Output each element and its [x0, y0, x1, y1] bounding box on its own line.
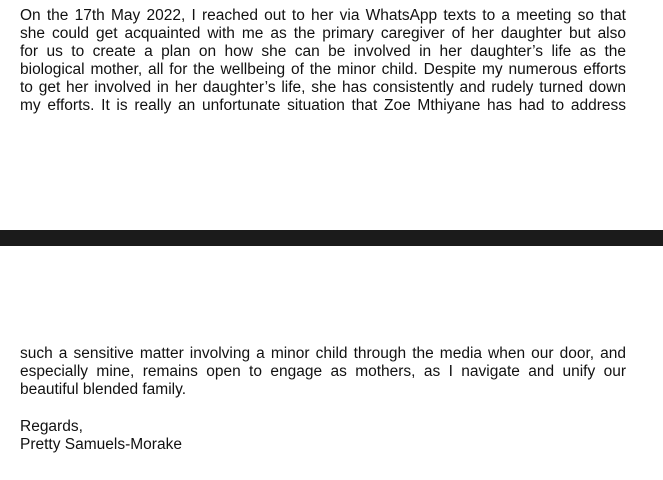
page-break-bar: [0, 230, 663, 246]
paragraph-line: to get her involved in her daughter’s life, she has consistently and rudely turned down: [20, 79, 626, 96]
paragraph-line: for us to create a plan on how she can be involved in her daughter’s life as the: [20, 43, 626, 60]
paragraph-line: beautiful blended family.: [20, 381, 187, 398]
letter-closing: Regards,: [20, 418, 83, 435]
paragraph-line: my efforts. It is really an unfortunate situation that Zoe Mthiyane has had to address: [20, 97, 626, 114]
paragraph-line: especially mine, remains open to engage as mothers, as I navigate and unify our: [20, 363, 626, 380]
letter-paragraph-bottom: [20, 345, 626, 399]
paragraph-line: On the 17th May 2022, I reached out to her via WhatsApp texts to a meeting so that: [20, 7, 626, 24]
paragraph-line: biological mother, all for the wellbeing of the minor child. Despite my numerous efforts: [20, 61, 626, 78]
letter-paragraph-top: [20, 7, 626, 115]
paragraph-line: such a sensitive matter involving a minor child through the media when our door, and: [20, 345, 626, 362]
letter-signatory-name: Pretty Samuels-Morake: [20, 436, 182, 453]
paragraph-line: she could get acquainted with me as the primary caregiver of her daughter but also: [20, 25, 626, 42]
